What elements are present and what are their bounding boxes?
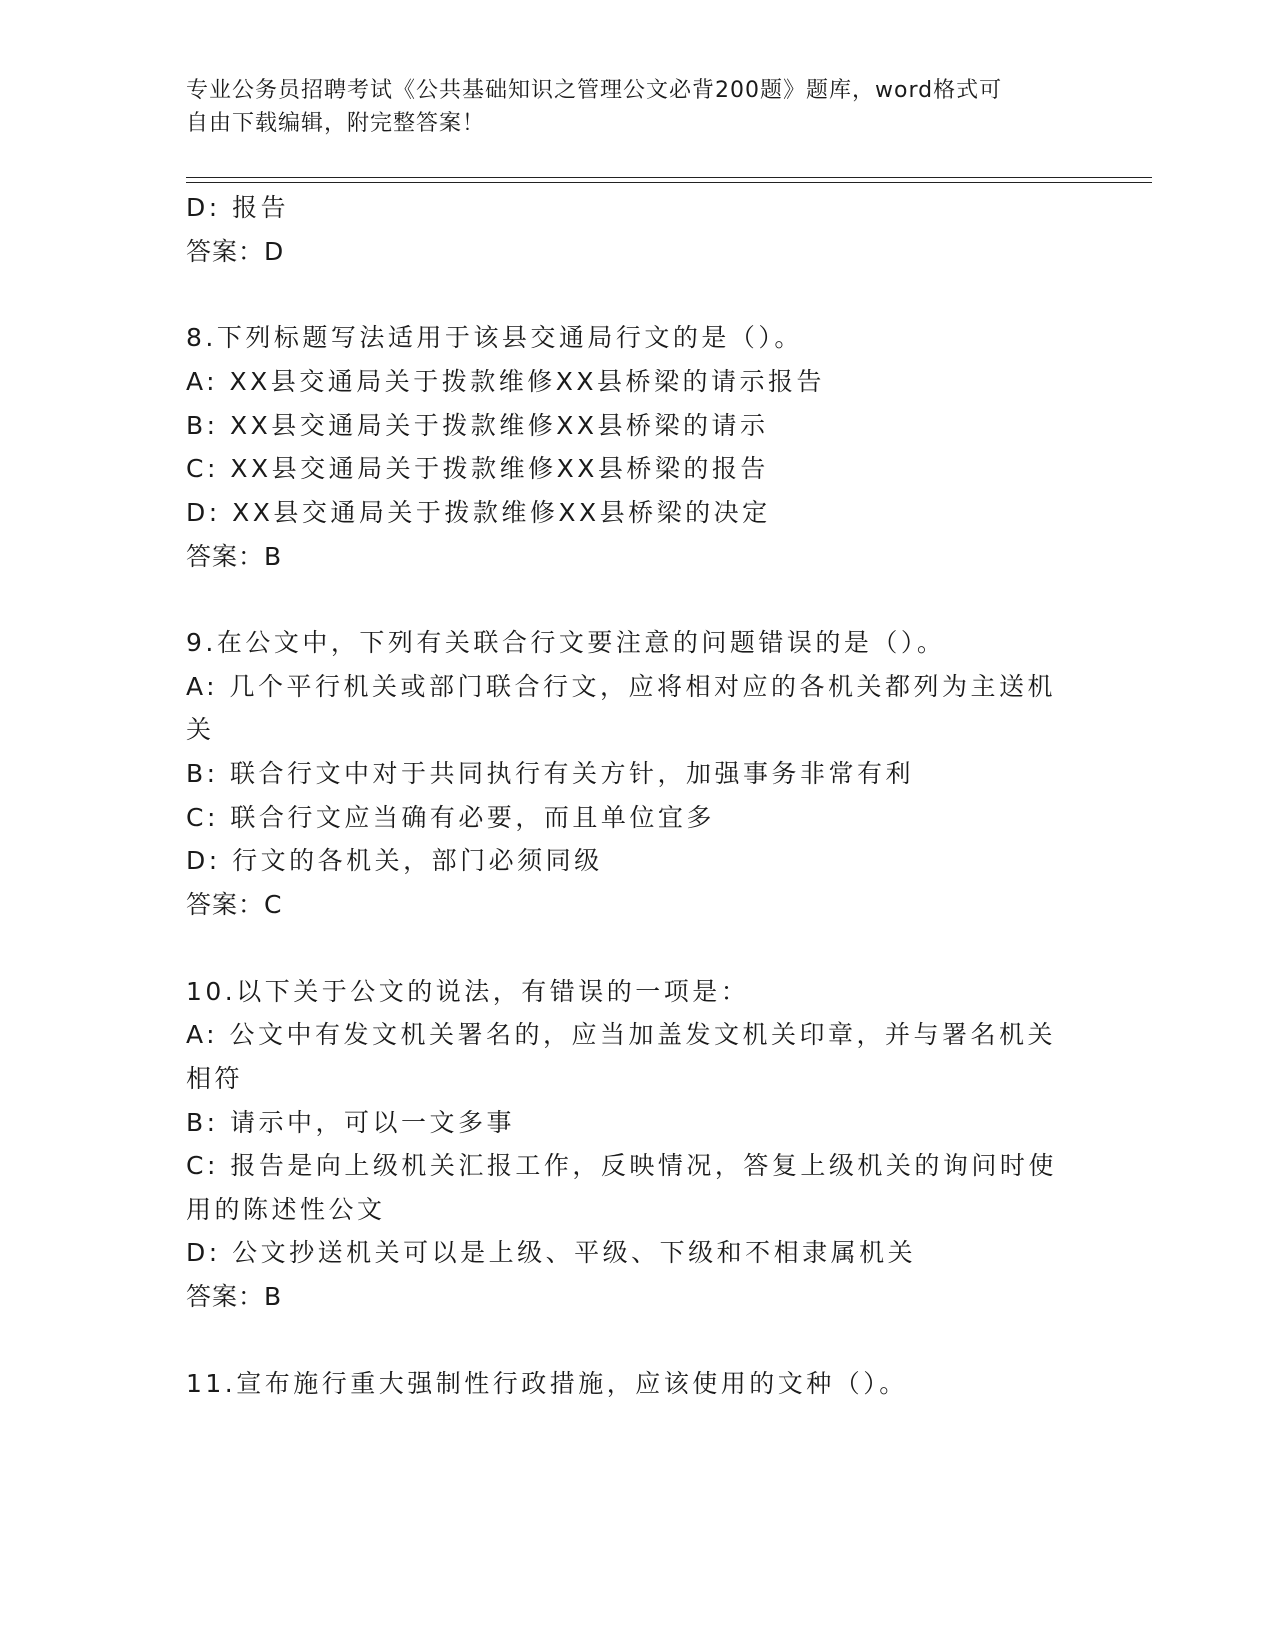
q9-option-d: D: 行文的各机关，部门必须同级 <box>186 846 603 875</box>
q9-option-a-line-1: A: 几个平行机关或部门联合行文，应将相对应的各机关都列为主送机 <box>186 672 1057 701</box>
q8-answer: 答案：B <box>186 542 283 571</box>
q11-question: 11.宣布施行重大强制性行政措施，应该使用的文种（）。 <box>186 1369 908 1398</box>
q9-option-c: C: 联合行文应当确有必要，而且单位宜多 <box>186 803 715 832</box>
document-header <box>186 74 1066 140</box>
header-divider-top <box>186 177 1152 178</box>
q9-option-a-line-2: 关 <box>186 715 215 744</box>
q8-question: 8.下列标题写法适用于该县交通局行文的是（）。 <box>186 323 803 352</box>
header-divider-bottom <box>186 182 1152 183</box>
q10-question: 10.以下关于公文的说法，有错误的一项是： <box>186 977 750 1006</box>
q9-option-b: B: 联合行文中对于共同执行有关方针，加强事务非常有利 <box>186 759 915 788</box>
q8-option-b: B: XX县交通局关于拨款维修XX县桥梁的请示 <box>186 411 769 440</box>
q10-option-d: D: 公文抄送机关可以是上级、平级、下级和不相隶属机关 <box>186 1238 917 1267</box>
q7-answer: 答案：D <box>186 237 285 266</box>
q10-option-c-line-2: 用的陈述性公文 <box>186 1195 386 1224</box>
q10-option-a-line-1: A: 公文中有发文机关署名的，应当加盖发文机关印章，并与署名机关 <box>186 1020 1057 1049</box>
q10-option-a-line-2: 相符 <box>186 1064 244 1093</box>
header-line-2: 自由下载编辑，附完整答案！ <box>186 111 486 136</box>
q8-option-a: A: XX县交通局关于拨款维修XX县桥梁的请示报告 <box>186 367 826 396</box>
q7-option-d: D: 报告 <box>186 193 290 222</box>
q9-question: 9.在公文中，下列有关联合行文要注意的问题错误的是（）。 <box>186 628 946 657</box>
q8-option-d: D: XX县交通局关于拨款维修XX县桥梁的决定 <box>186 498 771 527</box>
q10-answer: 答案：B <box>186 1282 283 1311</box>
q10-option-b: B: 请示中，可以一文多事 <box>186 1108 516 1137</box>
q9-answer: 答案：C <box>186 890 283 919</box>
q8-option-c: C: XX县交通局关于拨款维修XX县桥梁的报告 <box>186 454 769 483</box>
header-line-1: 专业公务员招聘考试《公共基础知识之管理公文必背200题》题库，word格式可 <box>186 78 1003 103</box>
q10-option-c-line-1: C: 报告是向上级机关汇报工作，反映情况，答复上级机关的询问时使 <box>186 1151 1057 1180</box>
